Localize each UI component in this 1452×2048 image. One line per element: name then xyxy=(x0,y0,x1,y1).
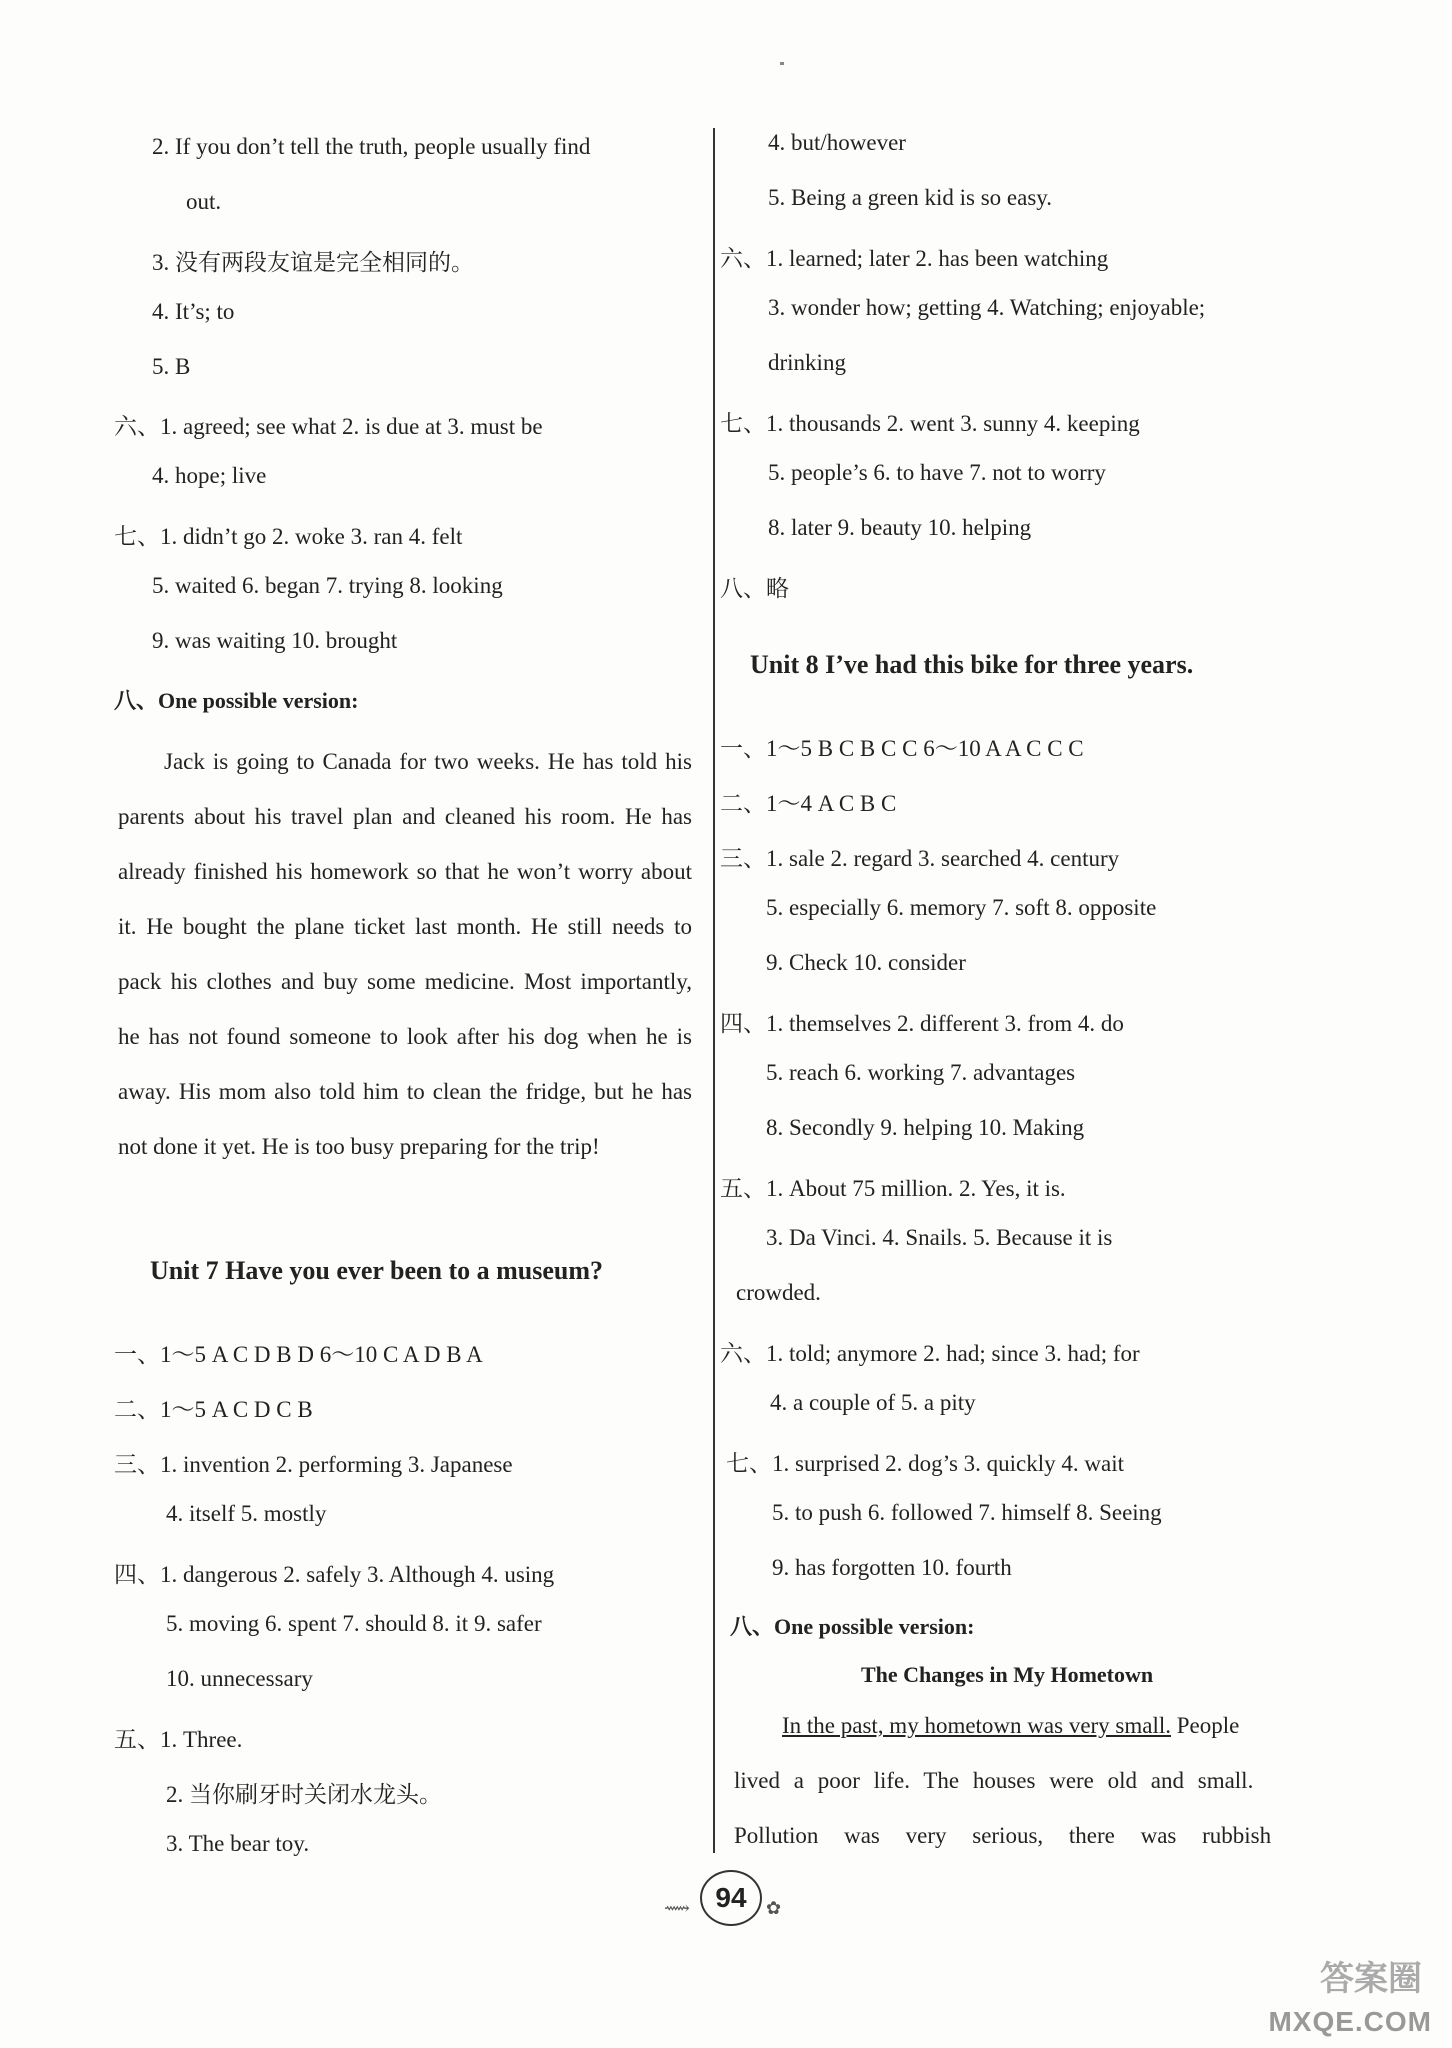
answer-line: 一、1～5 A C D B D 6～10 C A D B A xyxy=(114,1342,483,1367)
essay-line: Pollution was very serious, there was rubbish xyxy=(734,1823,1272,1848)
answer-line: 5. people’s 6. to have 7. not to worry xyxy=(768,460,1106,485)
essay-text: Jack is going to Canada for two weeks. He has told his parents about his travel plan and cleaned his room. He has already finished his homework so that he won’t worry about it. He bought the plane ticket last month. He still needs to pack his clothes and buy some medicine. Most importantly, he has not found someone to look after his dog when he is away. His mom also told him to clean the fridge, but he has not done it yet. He is too busy preparing for the trip! xyxy=(118,749,692,1159)
answer-line: out. xyxy=(186,189,222,214)
answer-line: 5. to push 6. followed 7. himself 8. Seeing xyxy=(772,1500,1162,1525)
unit-7-title: Unit 7 Have you ever been to a museum? xyxy=(150,1256,604,1285)
column-divider xyxy=(713,128,715,1853)
answer-line: 9. was waiting 10. brought xyxy=(152,628,398,653)
answer-line: 3. wonder how; getting 4. Watching; enjoyable; xyxy=(768,295,1206,320)
answer-line: 3. 没有两段友谊是完全相同的。 xyxy=(152,250,474,275)
answer-line: 4. a couple of 5. a pity xyxy=(770,1390,976,1415)
answer-line: 4. It’s; to xyxy=(152,299,235,324)
answer-line: 4. but/however xyxy=(768,130,906,155)
essay-first-line xyxy=(782,1713,1239,1739)
answer-line: 二、1～4 A C B C xyxy=(720,791,897,816)
answer-line: 2. If you don’t tell the truth, people usually find xyxy=(152,134,591,159)
essay-line: lived a poor life. The houses were old and small. xyxy=(734,1768,1254,1793)
answer-line: 六、1. agreed; see what 2. is due at 3. must be xyxy=(114,414,543,439)
essay-underlined-text: In the past, my hometown was very small. xyxy=(782,1713,1172,1738)
answer-line: 七、1. surprised 2. dog’s 3. quickly 4. wait xyxy=(726,1451,1124,1476)
answer-line: 八、略 xyxy=(720,576,789,601)
answer-line: 5. Being a green kid is so easy. xyxy=(768,185,1053,210)
essay-title: The Changes in My Hometown xyxy=(861,1662,1154,1687)
answer-line: 一、1～5 B C B C C 6～10 A A C C C xyxy=(720,736,1084,761)
page-deco-right-icon: ✿ xyxy=(766,1898,782,1918)
answer-line: 三、1. sale 2. regard 3. searched 4. century xyxy=(720,846,1120,871)
section-heading: 八、One possible version: xyxy=(114,688,359,713)
answer-line: 2. 当你刷牙时关闭水龙头。 xyxy=(166,1782,442,1807)
watermark-logo: 答案圈 xyxy=(1320,1961,1422,1998)
top-mark xyxy=(780,62,784,65)
answer-line: 9. Check 10. consider xyxy=(766,950,966,975)
essay-paragraph xyxy=(118,734,692,1174)
answer-line: 五、1. Three. xyxy=(114,1727,243,1752)
answer-line: drinking xyxy=(768,350,846,375)
essay-text: People xyxy=(1171,1713,1240,1738)
answer-line: crowded. xyxy=(736,1280,821,1305)
answer-line: 七、1. thousands 2. went 3. sunny 4. keeping xyxy=(720,411,1140,436)
answer-line: 5. moving 6. spent 7. should 8. it 9. safer xyxy=(166,1611,542,1636)
answer-line: 4. itself 5. mostly xyxy=(166,1501,327,1526)
answer-line: 3. Da Vinci. 4. Snails. 5. Because it is xyxy=(766,1225,1113,1250)
answer-line: 5. especially 6. memory 7. soft 8. opposite xyxy=(766,895,1157,920)
answer-line: 8. Secondly 9. helping 10. Making xyxy=(766,1115,1085,1140)
answer-line: 四、1. themselves 2. different 3. from 4. do xyxy=(720,1011,1124,1036)
answer-line: 10. unnecessary xyxy=(166,1666,313,1691)
answer-line: 3. The bear toy. xyxy=(166,1831,310,1856)
answer-line: 9. has forgotten 10. fourth xyxy=(772,1555,1012,1580)
answer-line: 4. hope; live xyxy=(152,463,267,488)
answer-line: 8. later 9. beauty 10. helping xyxy=(768,515,1032,540)
answer-line: 5. waited 6. began 7. trying 8. looking xyxy=(152,573,503,598)
answer-line: 七、1. didn’t go 2. woke 3. ran 4. felt xyxy=(114,524,463,549)
answer-line: 六、1. told; anymore 2. had; since 3. had; for xyxy=(720,1341,1140,1366)
answer-line: 五、1. About 75 million. 2. Yes, it is. xyxy=(720,1176,1066,1201)
answer-line: 六、1. learned; later 2. has been watching xyxy=(720,246,1109,271)
answer-line: 三、1. invention 2. performing 3. Japanese xyxy=(114,1452,513,1477)
answer-line: 四、1. dangerous 2. safely 3. Although 4. using xyxy=(114,1562,555,1587)
section-heading: 八、One possible version: xyxy=(730,1614,975,1639)
answer-line: 二、1～5 A C D C B xyxy=(114,1397,313,1422)
watermark-site: MXQE.COM xyxy=(1268,2006,1432,2037)
unit-8-title: Unit 8 I’ve had this bike for three years. xyxy=(750,650,1194,679)
answer-line: 5. reach 6. working 7. advantages xyxy=(766,1060,1076,1085)
answer-line: 5. B xyxy=(152,354,191,379)
page-number: 94 xyxy=(700,1870,762,1926)
page-deco-left-icon: ⟿ xyxy=(664,1898,690,1918)
